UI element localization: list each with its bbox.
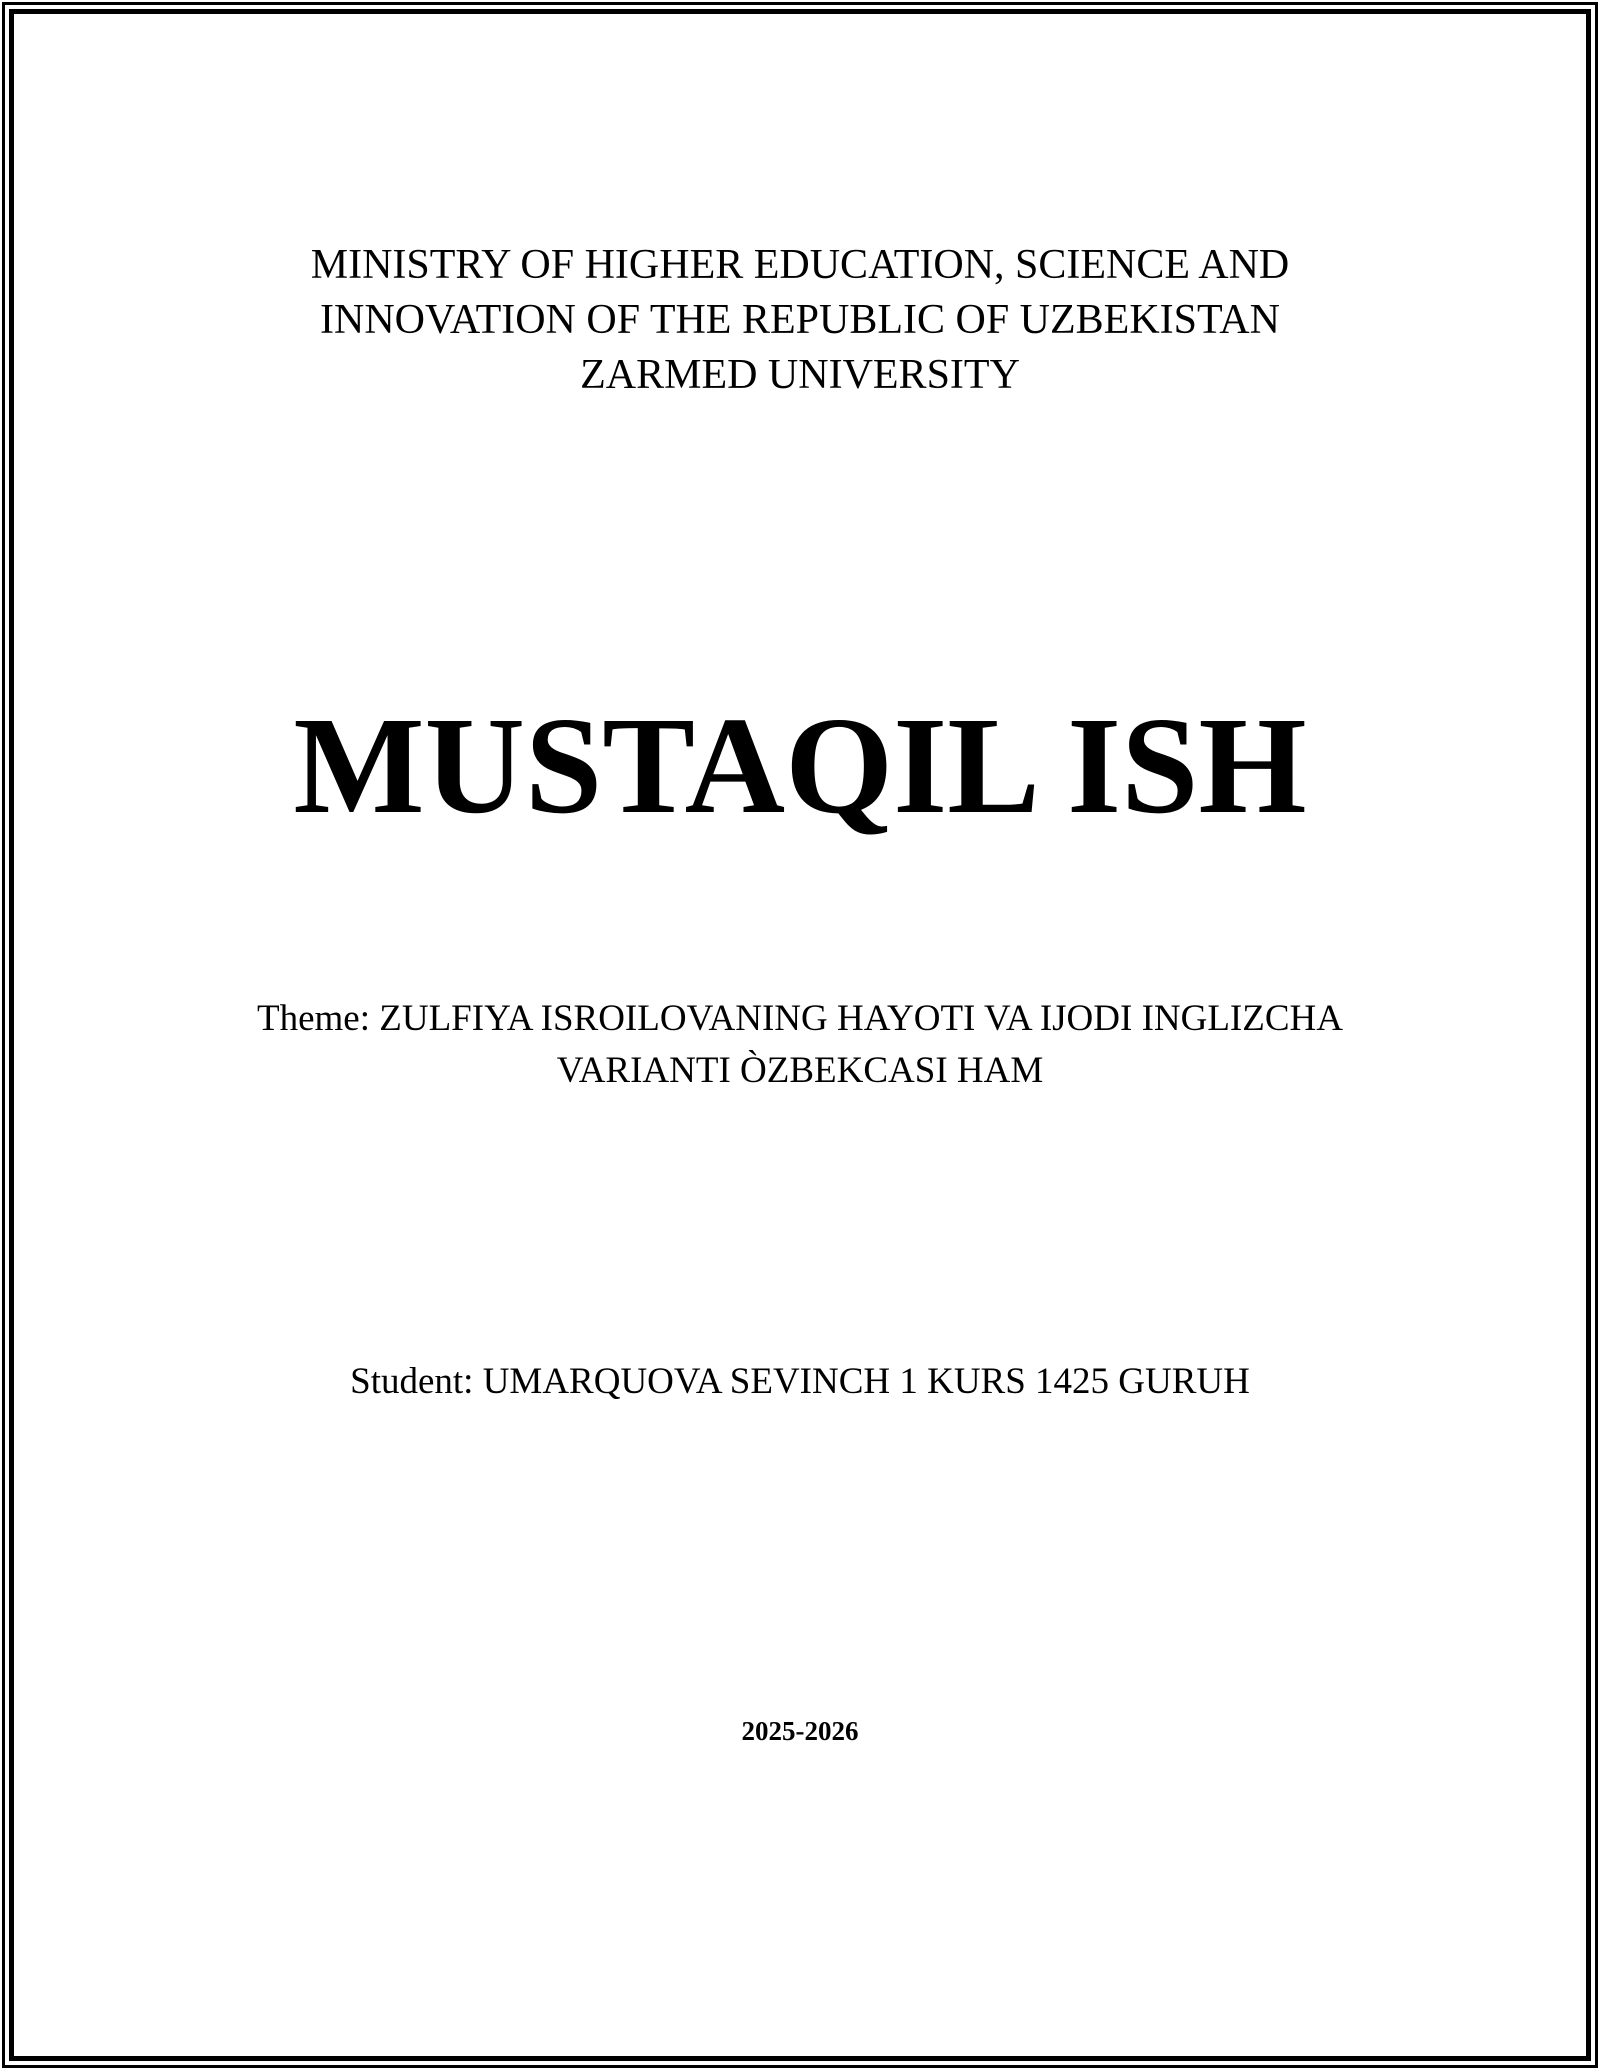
theme-line-2: VARIANTI ÒZBEKCASI HAM [556, 1050, 1044, 1091]
academic-year: 2025-2026 [741, 1716, 859, 1746]
student-line: Student: UMARQUOVA SEVINCH 1 KURS 1425 GURUH [350, 1361, 1250, 1402]
ministry-header [40, 238, 1560, 403]
theme-section [40, 993, 1560, 1097]
ministry-header-line-2: INNOVATION OF THE REPUBLIC OF UZBEKISTAN [320, 297, 1280, 343]
ministry-header-line-1: MINISTRY OF HIGHER EDUCATION, SCIENCE AND [310, 242, 1290, 288]
document-title: MUSTAQIL ISH [293, 689, 1307, 843]
theme-line-1: Theme: ZULFIYA ISROILOVANING HAYOTI VA IJODI INGLIZCHA [257, 998, 1343, 1039]
ministry-header-line-3: ZARMED UNIVERSITY [580, 352, 1020, 398]
